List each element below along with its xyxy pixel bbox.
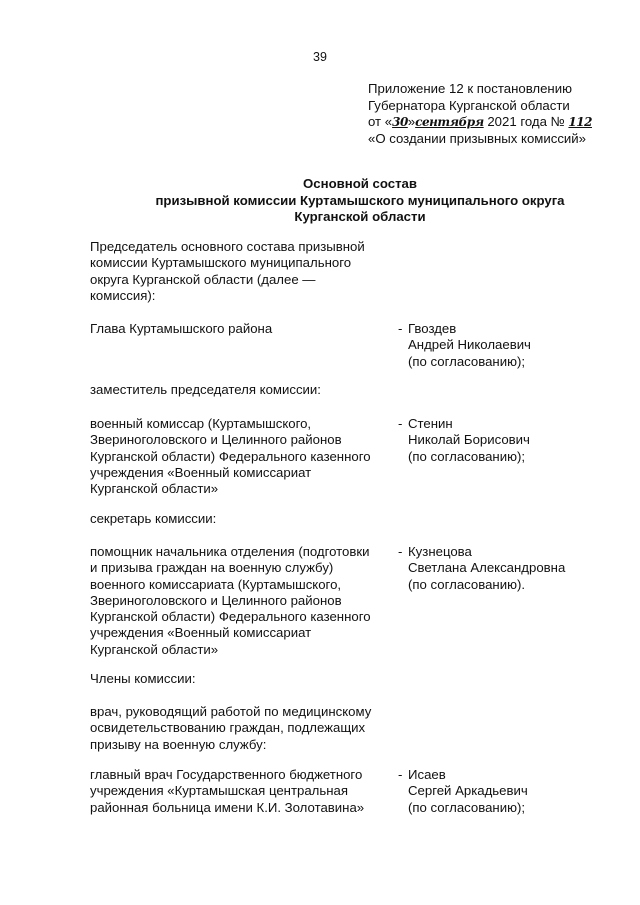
handwritten-number: 112 <box>568 115 592 129</box>
appendix-date-mid: » <box>407 114 416 129</box>
text-line: учреждения «Военный комиссариат <box>90 464 312 480</box>
text-line: Звериноголовского и Целинного районов <box>90 592 342 608</box>
person-name: Светлана Александровна <box>408 560 566 576</box>
text-line: Члены комиссии: <box>90 671 196 686</box>
text-line: Глава Куртамышского района <box>90 321 273 336</box>
entry-head-of-district-position <box>90 321 395 337</box>
entry-head-of-district-person <box>398 321 598 370</box>
person-name: Андрей Николаевич <box>408 337 531 353</box>
entry-chair-heading <box>90 239 395 304</box>
appendix-line-2: Губернатора Курганской области <box>368 97 570 113</box>
person-surname: - Стенин <box>398 416 453 431</box>
appendix-year: 2021 года № <box>483 114 569 129</box>
text-line: главный врач Государственного бюджетного <box>90 767 363 782</box>
text-line: помощник начальника отделения (подготовки <box>90 544 370 559</box>
entry-secretary-heading <box>90 511 395 527</box>
entry-deputy-heading <box>90 382 395 398</box>
text-line: комиссия): <box>90 287 156 303</box>
appendix-date-prefix: от « <box>368 114 393 129</box>
dash-marker: - <box>398 767 403 782</box>
text-line: Курганской области) Федерального казенного <box>90 609 371 625</box>
text-line: военный комиссар (Куртамышского, <box>90 416 312 431</box>
text-line: заместитель председателя комиссии: <box>90 382 321 397</box>
person-note: (по согласованию); <box>408 448 526 464</box>
appendix-header <box>368 81 592 147</box>
text-line: призыву на военную службу: <box>90 736 267 752</box>
text-line: комиссии Куртамышского муниципального <box>90 255 352 271</box>
dash-marker: - <box>398 321 403 336</box>
text-line: Председатель основного состава призывной <box>90 239 365 254</box>
person-note: (по согласованию); <box>408 799 526 815</box>
text-line: округа Курганской области (далее — <box>90 271 316 287</box>
text-line: секретарь комиссии: <box>90 511 217 526</box>
text-line: Курганской области) Федерального казенного <box>90 448 371 464</box>
handwritten-month: сентября <box>415 115 484 129</box>
text-line: и призыва граждан на военную службу) <box>90 560 334 576</box>
entry-military-commissar-position <box>90 416 395 497</box>
text-line: Курганской области» <box>90 481 219 497</box>
appendix-line-1: Приложение 12 к постановлению <box>368 81 572 96</box>
entry-chief-physician-person <box>398 767 598 816</box>
dash-marker: - <box>398 544 403 559</box>
dash-marker: - <box>398 416 403 431</box>
person-surname: - Исаев <box>398 767 446 782</box>
text-line: Звериноголовского и Целинного районов <box>90 432 342 448</box>
text-line: учреждения «Военный комиссариат <box>90 625 312 641</box>
person-note: (по согласованию). <box>408 576 526 592</box>
text-line: врач, руководящий работой по медицинскому <box>90 704 372 719</box>
entry-assistant-position <box>90 544 395 658</box>
title-line-1: Основной состав <box>303 176 417 191</box>
person-surname: - Гвоздев <box>398 321 457 336</box>
title-line-3: Курганской области <box>294 209 426 224</box>
entry-physician-heading <box>90 704 395 753</box>
text-line: районная больница имени К.И. Золотавина» <box>90 799 365 815</box>
entry-assistant-person <box>398 544 598 593</box>
text-line: Курганской области» <box>90 641 219 657</box>
person-name: Николай Борисович <box>408 432 530 448</box>
person-note: (по согласованию); <box>408 353 526 369</box>
entry-military-commissar-person <box>398 416 598 465</box>
title-line-2: призывной комиссии Куртамышского муниципального округа <box>155 192 565 208</box>
entry-members-heading <box>90 671 395 687</box>
appendix-line-3 <box>368 114 592 131</box>
appendix-line-4: «О создании призывных комиссий» <box>368 130 586 146</box>
text-line: военного комиссариата (Куртамышского, <box>90 576 342 592</box>
entry-chief-physician-position <box>90 767 395 816</box>
handwritten-day: 30 <box>392 115 408 129</box>
person-name: Сергей Аркадьевич <box>408 783 528 799</box>
text-line: освидетельствованию граждан, подлежащих <box>90 720 366 736</box>
document-title <box>0 176 640 226</box>
text-line: учреждения «Куртамышская центральная <box>90 783 348 799</box>
person-surname: - Кузнецова <box>398 544 472 559</box>
page-number: 39 <box>313 50 327 64</box>
